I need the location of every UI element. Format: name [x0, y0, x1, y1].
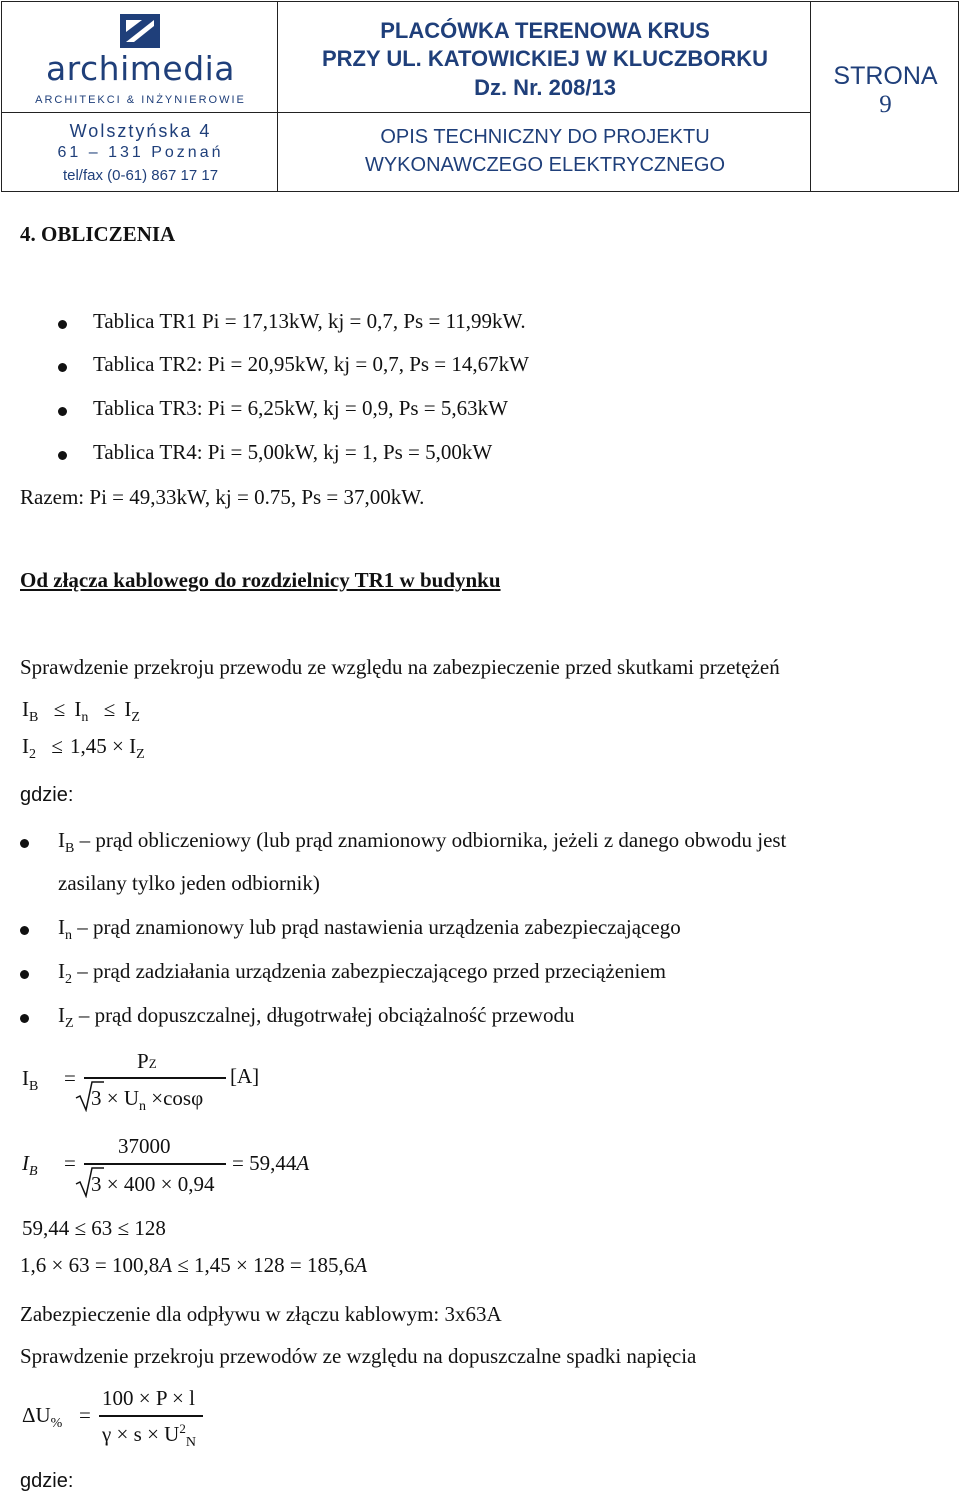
check-voltage-text: Sprawdzenie przekroju przewodów ze względu na dopuszczalne spadki napięcia: [20, 1344, 697, 1368]
total-line: Razem: Pi = 49,33kW, kj = 0.75, Ps = 37,00kW.: [20, 485, 425, 509]
description-line-1: OPIS TECHNICZNY DO PROJEKTU: [380, 126, 710, 148]
list-item: Tablica TR3: Pi = 6,25kW, kj = 0,9, Ps = 5,63kW: [93, 396, 508, 420]
subsection-title: Od złącza kablowego do rozdzielnicy TR1 w budynku: [20, 568, 501, 592]
fraction-line: [84, 1163, 226, 1165]
definition-iz: $I_Z$ – prąd dopuszczalnej, długotrwałej obciążalność przewodu: [58, 1003, 575, 1032]
list-item: Tablica TR2: Pi = 20,95kW, kj = 0,7, Ps = 14,67kW: [93, 352, 529, 376]
fraction-line: [84, 1077, 226, 1079]
bullet-icon: [58, 451, 67, 460]
section-title: 4. OBLICZENIA: [20, 222, 176, 246]
definition-in: $I_n$ – prąd znamionowy lub prąd nastawienia urządzenia zabezpieczającego: [58, 915, 681, 944]
list-item: Tablica TR4: Pi = 5,00kW, kj = 1, Ps = 5,00kW: [93, 440, 493, 464]
protection-text: Zabezpieczenie dla odpływu w złączu kablowym: 3x63A: [20, 1302, 502, 1326]
definition-i2: $I_2$ – prąd zadziałania urządzenia zabezpieczającego przed przeciążeniem: [58, 959, 666, 988]
description-line-2: WYKONAWCZEGO ELEKTRYCZNEGO: [364, 154, 726, 176]
bullet-icon: [20, 1014, 29, 1023]
logo-subtitle: ARCHITEKCI & INŻYNIEROWIE: [35, 94, 246, 106]
bullet-icon: [20, 839, 29, 848]
check-overload-text: Sprawdzenie przekroju przewodu ze względu na zabezpieczenie przed skutkami przetężeń: [20, 655, 780, 679]
inequality-2: 1,6 × 63 = 100,8A ≤ 1,45 × 128 = 185,6A: [20, 1253, 368, 1277]
bullet-icon: [58, 363, 67, 372]
address-street: Wolsztyńska 4: [69, 121, 212, 141]
definition-ib-continued: zasilany tylko jeden odbiornik): [58, 871, 320, 895]
formula-ib-in-iz: $I_B \le I_n \le I_Z$: [22, 697, 140, 726]
inequality-1: 59,44 ≤ 63 ≤ 128: [22, 1216, 166, 1240]
bullet-icon: [58, 407, 67, 416]
address-phone: tel/fax (0-61) 867 17 17: [62, 167, 219, 184]
project-line-3: Dz. Nr. 208/13: [474, 75, 616, 100]
address-cell: [1, 112, 278, 192]
fraction-line: [99, 1415, 203, 1417]
page-label: STRONA: [833, 62, 938, 90]
bullet-icon: [20, 970, 29, 979]
gdzie-label: gdzie:: [20, 784, 74, 806]
page-cell: [810, 1, 959, 192]
project-line-1: PLACÓWKA TERENOWA KRUS: [380, 18, 710, 43]
logo-name: archimedia: [45, 49, 236, 88]
definition-ib: $I_B$ – prąd obliczeniowy (lub prąd znamionowy odbiornika, jeżeli z danego obwodu jest: [58, 828, 787, 857]
description-cell: [277, 112, 811, 192]
document-header: [0, 0, 960, 192]
formula-i2: $I_2 \le 1,45 \times I_Z$: [22, 734, 145, 763]
logo-cell: [1, 1, 278, 113]
page-number: 9: [879, 91, 892, 118]
list-item: Tablica TR1 Pi = 17,13kW, kj = 0,7, Ps = 11,99kW.: [93, 309, 526, 333]
project-cell: [277, 1, 811, 113]
gdzie-label-2: gdzie:: [20, 1470, 74, 1492]
bullet-icon: [20, 926, 29, 935]
project-line-2: PRZY UL. KATOWICKIEJ W KLUCZBORKU: [321, 46, 769, 71]
archimedia-logo-icon: [120, 14, 160, 48]
bullet-icon: [58, 320, 67, 329]
address-city: 61 – 131 Poznań: [57, 144, 224, 161]
